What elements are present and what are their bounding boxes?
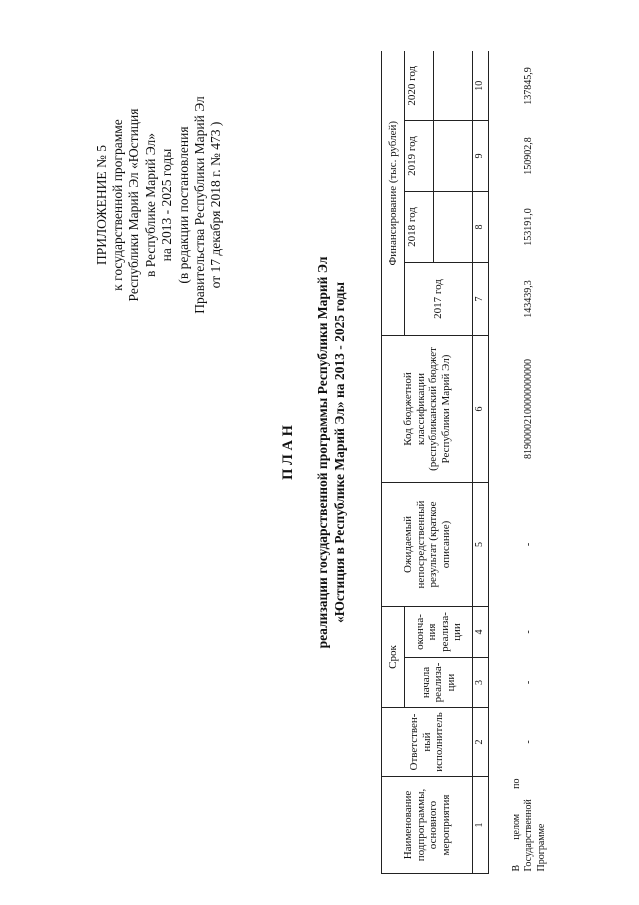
appendix-line: (в редакции постановления: [176, 126, 191, 284]
table-row: [488, 51, 571, 873]
appendix-line: к государственной программе: [110, 119, 125, 291]
row-code: 81900002100000000000: [523, 359, 535, 459]
header-name: Наименование подпрограммы, основного мероприятия: [382, 777, 473, 874]
column-number: 2: [473, 708, 489, 777]
column-number: 3: [473, 658, 489, 708]
plan-heading: П Л А Н: [280, 425, 296, 480]
header-term-end: оконча-ния реализа-ции: [405, 607, 473, 658]
column-number: 4: [473, 607, 489, 658]
header-executor: Ответствен-ный исполнитель: [382, 708, 473, 777]
column-number: 6: [473, 336, 489, 483]
appendix-line: на 2013 - 2025 годы: [159, 148, 174, 262]
header-term: Срок: [382, 607, 405, 708]
column-number-row: [473, 51, 489, 873]
header-code: Код бюджетной классификации (республиканский бюджет Республики Марий Эл): [382, 336, 473, 483]
column-number: 10: [473, 51, 489, 120]
row-2017: 143439,3: [523, 280, 535, 318]
column-number: 8: [473, 192, 489, 263]
header-year-2019: 2019 год: [405, 121, 434, 192]
row-executor: -: [523, 740, 535, 744]
header-year-2020: 2020 год: [405, 51, 434, 120]
column-number: 1: [473, 777, 489, 874]
appendix-line: от 17 декабря 2018 г. № 473 ): [208, 121, 223, 289]
plan-title-line1: реализации государственной программы Республики Марий Эл: [315, 256, 330, 649]
plan-title-line2: «Юстиция в Республике Марий Эл» на 2013 - 2025 годы: [332, 281, 347, 624]
row-2020: 137845,9: [523, 67, 535, 105]
header-year-2018: 2018 год: [405, 192, 434, 263]
column-number: 9: [473, 121, 489, 192]
column-number: 7: [473, 263, 489, 336]
plan-table: [381, 51, 571, 874]
column-number: 5: [473, 483, 489, 607]
appendix-line: в Республике Марий Эл»: [143, 132, 158, 278]
row-2019: 150902,8: [523, 137, 535, 175]
row-result: -: [523, 542, 535, 547]
row-name: В целом по Государственной Программе: [510, 778, 547, 872]
appendix-line: ПРИЛОЖЕНИЕ № 5: [94, 144, 109, 266]
row-start: -: [523, 680, 535, 685]
header-result: Ожидаемый непосредственный результат (краткое описание): [382, 483, 473, 607]
header-year-2017: 2017 год: [405, 263, 473, 336]
header-financing: Финансирование (тыс. рублей): [382, 51, 405, 335]
appendix-line: Республики Марий Эл «Юстиция: [126, 108, 141, 302]
header-row-1: [382, 51, 405, 873]
row-2018: 153191,0: [523, 208, 535, 246]
row-end: -: [523, 630, 535, 634]
header-term-start: начала реализа-ции: [405, 658, 473, 708]
appendix-line: Правительства Республики Марий Эл: [192, 96, 207, 314]
